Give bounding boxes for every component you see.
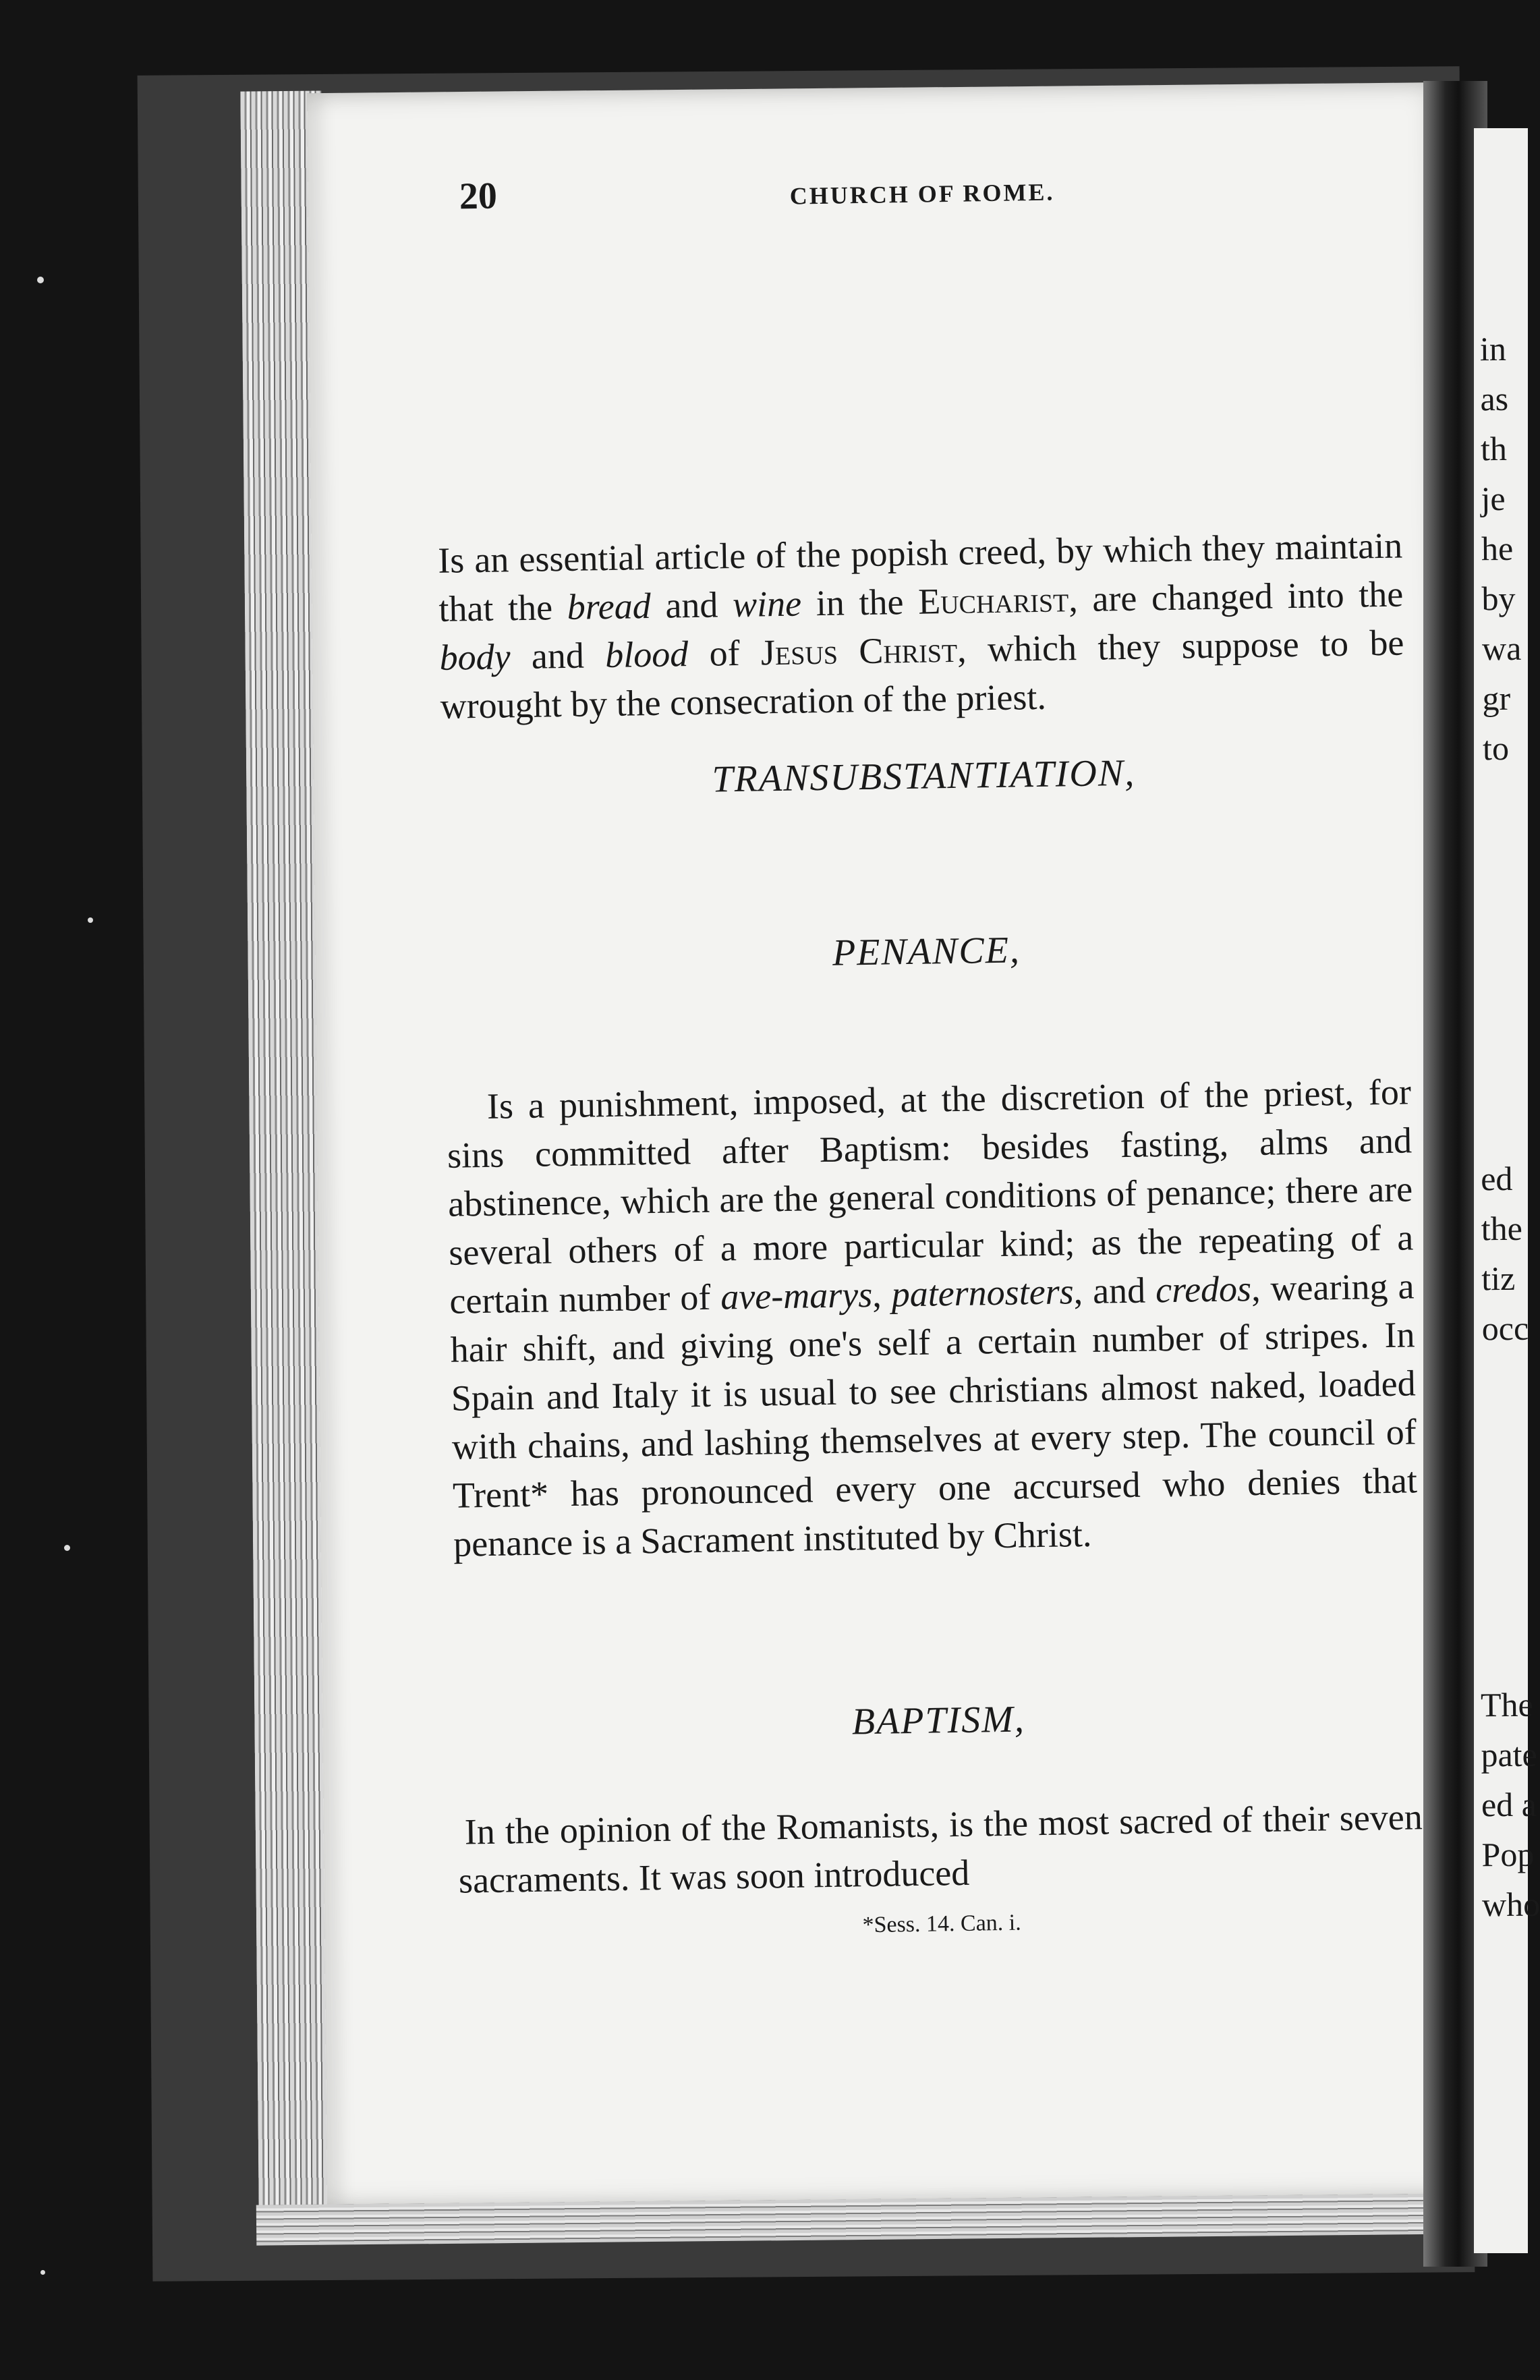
paragraph-penance [446,1067,1418,1568]
italic-run: credos [1155,1268,1252,1311]
footnote: *Sess. 14. Can. i. [862,1910,1021,1938]
fragment: je [1481,479,1506,518]
italic-run: body [439,636,511,678]
fragment: tiz [1481,1259,1516,1298]
heading-transubstantiation: TRANSUBSTANTIATION, [712,752,1136,801]
text-run: , wearing a hair shift, and giving one's self a certain number of stripes. In Spain and Italy it is usual to see christians almost naked, loaded with chains, and lashing themselves at every step. The council of Trent* has pronounced every one accursed who denies that penance is a Sacrament instituted by Christ. [450,1266,1418,1564]
paragraph-baptism [457,1792,1423,1904]
paragraph-transubstantiation [438,521,1405,730]
heading-baptism: BAPTISM, [851,1698,1026,1743]
italic-run: bread [567,585,652,627]
right-page-fragments-top [1480,324,1522,773]
text-run: Is a punishment, imposed, at the discretion of the priest, for sins committed after Baptism: besides fasting, alms and abstinence, which are the general conditions of penance; there are several others of a more particular kind; as the repeating of a certain number of [447,1071,1414,1322]
italic-run: blood [604,633,689,676]
running-head: CHURCH OF ROME. [789,178,1055,210]
text-run: , which they suppose to be wrought by the consecration of the priest. [440,622,1404,727]
text-run: , are changed into the [1068,573,1404,620]
fragment: gr [1482,679,1511,718]
italic-run: paternosters [891,1271,1075,1315]
fragment: to [1482,729,1510,768]
italic-run: wine [732,583,802,625]
text-run: , and [1073,1270,1156,1312]
fragment: who [1481,1885,1540,1924]
fragment: ed a [1481,1785,1537,1824]
small-caps-run: Jesus Christ [760,629,958,673]
text-run: and [510,635,606,677]
fragment: The [1480,1685,1533,1724]
italic-run: ave-marys [720,1274,873,1318]
fragment: he [1481,529,1514,568]
dust-speck [88,917,93,923]
dust-speck [40,2270,45,2275]
text-run: , [872,1274,892,1315]
fragment: in [1479,329,1507,368]
right-page-fragments-middle [1481,1154,1529,1353]
text-run: of [687,632,762,675]
text-run: Is an essential article of the popish creed, by which they maintain that the [437,525,1403,629]
text-run: In the opinion of the Romanists, is the most sacred of their seven sacraments. It was soon introduced [458,1796,1423,1901]
fragment: th [1480,429,1508,468]
page-number: 20 [459,175,498,218]
small-caps-run: Eucharist [917,579,1069,622]
fragment: pate [1481,1735,1537,1774]
fragment: as [1480,379,1509,418]
fragment: by [1481,579,1516,618]
fragment: ed [1481,1159,1513,1198]
heading-penance: PENANCE, [832,929,1021,974]
right-page-fragments-bottom [1481,1680,1540,1930]
text-run: in the [801,581,919,624]
fragment: Pop [1481,1835,1535,1874]
dust-speck [64,1545,70,1551]
dust-speck [37,277,44,283]
fragment: the [1481,1209,1523,1248]
fragment: occ [1481,1309,1529,1348]
text-run: and [650,584,733,626]
fragment: wa [1481,629,1522,668]
